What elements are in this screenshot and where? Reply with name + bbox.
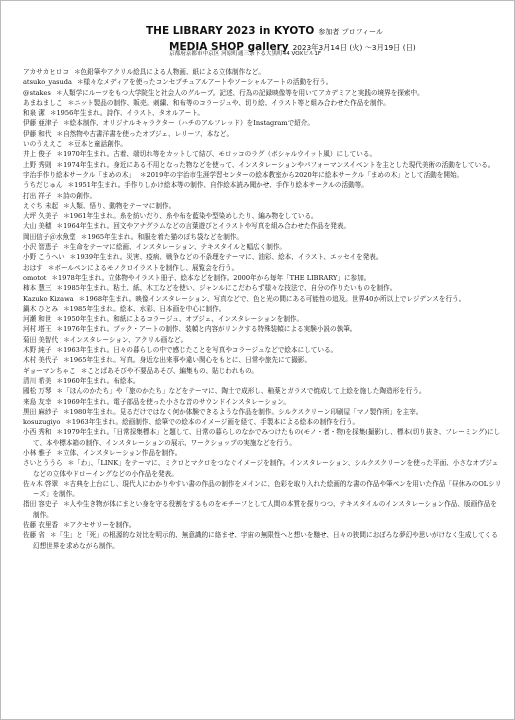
participant-description: ＊1963年生まれ。日々の暮らしの中で感じたことを写真やコラージュなどで絵本にしている。 bbox=[56, 346, 338, 355]
participant-description: ＊インスタレーション、アクリル画など。 bbox=[63, 335, 188, 344]
participant-entry bbox=[23, 324, 503, 334]
participant-entry bbox=[23, 397, 503, 407]
participant-description: ＊豆本と童話創作。 bbox=[67, 140, 127, 149]
participant-entry bbox=[23, 170, 503, 180]
participant-description: ＊ボールペンによるモノクロイラストを制作し、展覧会を行う。 bbox=[47, 263, 239, 272]
participant-entry bbox=[23, 263, 503, 273]
participant-name: atsuko_yasuda bbox=[23, 78, 72, 87]
participant-entry bbox=[23, 304, 503, 314]
participant-entry bbox=[23, 294, 503, 304]
participant-entry bbox=[23, 108, 503, 118]
participant-description: ＊絵本制作、オリジナルキャラクター（ハチのアルフレッド）をInstagramで紹介。 bbox=[63, 119, 314, 128]
participant-entry bbox=[23, 376, 503, 386]
participant-name: いのうええこ bbox=[23, 140, 63, 149]
participant-name: 指田 容史子 bbox=[23, 500, 59, 509]
participant-description: ＊1985年生まれ。粘土、紙、木工などを使い、ジャンルにこだわらず様々な技法で、自分の作りたいものを制作。 bbox=[56, 284, 397, 293]
venue-address: 京都府京都市中京区 河原町通三条下る大黒町44 VOXビル1F bbox=[169, 51, 322, 57]
participant-entry bbox=[23, 386, 503, 396]
participant-name: うちだじゅん bbox=[23, 181, 63, 190]
event-dates: 2023年3月14日 (火) ～3月19日 (日) bbox=[292, 43, 416, 52]
participant-description: ＊「ほんのかたち」や「旅のかたち」などをテーマに、陶土で成形し、釉薬とガラスで焼成して上絵を施した陶造形を行う。 bbox=[56, 387, 426, 396]
participant-name: 木野 純子 bbox=[23, 346, 52, 355]
participant-entry bbox=[23, 201, 503, 211]
participant-entry bbox=[23, 211, 503, 221]
participant-entry bbox=[23, 448, 503, 458]
participant-entry bbox=[23, 407, 503, 417]
participant-name: おはす bbox=[23, 263, 43, 272]
participant-description: ＊1978年生まれ。立体物やイラスト冊子、絵本などを制作。2000年から毎年「THE LIBRARY」に参加。 bbox=[51, 273, 371, 282]
participant-name: 河村 塔王 bbox=[23, 325, 52, 334]
participant-description: ＊1939年生まれ。災害、疫病、戦争などの不条理をテーマに、油彩、絵本、イラスト、エッセイを発表。 bbox=[69, 253, 383, 262]
participant-entry bbox=[23, 479, 503, 500]
participant-description: ＊1956年生まれ。詩作、イラスト、タオルアート。 bbox=[49, 109, 204, 118]
participant-entry bbox=[23, 129, 503, 139]
participant-description: ＊1985年生まれ。絵本、水彩、日本画を中心に制作。 bbox=[63, 304, 226, 313]
participant-name: 上野 秀則 bbox=[23, 160, 52, 169]
participant-entry bbox=[23, 345, 503, 355]
participant-entry bbox=[23, 191, 503, 201]
participant-name: @stakes bbox=[23, 88, 51, 97]
participant-entry bbox=[23, 67, 503, 77]
participant-description: ＊自然物や古書洋書を使ったオブジェ、レリーフ、本など。 bbox=[56, 129, 234, 138]
event-title: THE LIBRARY 2023 in KYOTO bbox=[146, 25, 315, 37]
participant-entry bbox=[23, 273, 503, 283]
participant-name: 井上 俊子 bbox=[23, 150, 52, 159]
participant-name: 鍋木 ひとみ bbox=[23, 304, 59, 313]
participant-entry bbox=[23, 242, 503, 252]
participant-name: アカサカヒロコ bbox=[23, 68, 69, 76]
participant-entry bbox=[23, 314, 503, 324]
participant-name: あまねましこ bbox=[23, 98, 63, 107]
participant-name: 伊藤 和代 bbox=[23, 129, 52, 138]
participant-description: ＊1968年生まれ。映像インスタレーション、写真などで、色と光の間にある可能性の追及。世界40か所以上でレジデンスを行う。 bbox=[78, 294, 466, 303]
participant-name: 佐藤 衣里香 bbox=[23, 521, 59, 530]
participant-description: ＊1979年生まれ。「日常採集標本」と題して、日常の暮らしのなかでみつけたもの(モノ・者・物)を採集(撮影)し、標本(切り抜き、フレーミング)にして、本や標本箱の制作、インスタレーションの展示、ワークショップの実施などを行う。 bbox=[33, 428, 501, 447]
participant-name: えぐち 未起 bbox=[23, 201, 59, 210]
participant-name: 大山 美穂 bbox=[23, 222, 52, 231]
participant-description: ＊1961年生まれ。糸を紡いだり、糸や布を藍染や型染めしたり、編み物をしている。 bbox=[63, 212, 318, 221]
participant-entry bbox=[23, 530, 503, 551]
participant-entry bbox=[23, 149, 503, 159]
participant-entry bbox=[23, 366, 503, 376]
participant-description: ＊1974年生まれ。身近にある不用となった物などを使って、インスタレーションやパフォーマンスイベントを主とした現代美術の活動をしている。 bbox=[56, 160, 495, 169]
participant-name: 伊藤 亜津子 bbox=[23, 119, 59, 128]
participant-name: 木村 美代子 bbox=[23, 356, 59, 365]
participant-entry bbox=[23, 160, 503, 170]
participant-name: 打出 祥子 bbox=[23, 191, 52, 200]
participant-entry bbox=[23, 118, 503, 128]
participant-description: ＊1976年生まれ。ブック・アートの制作、装幀と内容がリンクする特殊装幀による実験小説の執筆。 bbox=[56, 325, 357, 334]
participant-entry bbox=[23, 221, 503, 231]
participant-name: 柿本 慧三 bbox=[23, 284, 52, 293]
participant-name: 宇治手作り絵本サークル「まめの木」 bbox=[23, 170, 135, 179]
participant-entry bbox=[23, 520, 503, 530]
participant-name: 来島 友幸 bbox=[23, 397, 52, 406]
participant-description: ＊1950年生まれ。和紙によるコラージュ、オブジェ、インスタレーションを制作。 bbox=[56, 315, 304, 324]
participant-name: さいとううら bbox=[23, 459, 63, 468]
participant-name: 佐藤 省 bbox=[23, 531, 45, 540]
participant-description: ＊アクセサリーを制作。 bbox=[63, 521, 136, 530]
participant-name: 河瀬 和世 bbox=[23, 315, 52, 324]
participant-name: 大坪 久美子 bbox=[23, 212, 59, 221]
participant-name: 清川 希美 bbox=[23, 376, 52, 385]
participant-description: ＊色鉛筆やアクリル絵具による人物画、紙による立体制作など。 bbox=[73, 68, 265, 76]
participant-entry bbox=[23, 458, 503, 479]
participant-description: ＊人類、悟り、動物をテーマに制作。 bbox=[63, 201, 176, 210]
participant-entry bbox=[23, 427, 503, 448]
participant-description: ＊詩の創作。 bbox=[56, 191, 97, 200]
participant-name: kosuzugiyo bbox=[23, 418, 61, 427]
participant-description: ＊「生」と「死」の根源的な対比を明示的、無意識的に絡ませ、宇宙の無限性へと想いを馳せ、日々の狭間におぼろな夢幻や思いがけなく生成してくる幻想世界を求めながら制作。 bbox=[33, 531, 498, 550]
participant-name: 國松 万琴 bbox=[23, 387, 52, 396]
participant-description: ＊様々なメディアを使ったコンセプチュアルアートやソーシャルアートの活動を行う。 bbox=[76, 78, 333, 87]
participant-description: ＊2019年の宇治市生涯学習センターの絵本教室から2020年に絵本サークル「まめの木」として活動を開始。 bbox=[139, 170, 464, 179]
participant-description: ＊1965年生まれ。和服を着た猫のぽち袋などを制作。 bbox=[80, 232, 243, 241]
participant-description: ＊生命をテーマに絵画、インスタレーション、テキスタイルと幅広く制作。 bbox=[63, 243, 287, 252]
participant-description: ＊古典を上台にし、現代人にわかりやすい書の作品の制作をメインに、色彩を取り入れた絵画的な書の作品や筆ペンを用いた作品「昼休みのOLシリーズ」を制作。 bbox=[33, 479, 502, 499]
participant-name: 菊田 美智代 bbox=[23, 335, 59, 344]
participant-description: ＊1965年生まれ。写真。身近な出来事や違い関心をもとに、日常や旅先にて撮影。 bbox=[63, 356, 312, 365]
participant-entry bbox=[23, 499, 503, 520]
participant-description: ＊1963年生まれ。絵画制作、絵筆での絵本のイメージ画を経て、手製本による絵本の制作を行う。 bbox=[65, 418, 360, 427]
participant-description: ＊1951年生まれ。手作りしかけ絵本等の制作、自作絵本読み聞かせ、手作り絵本サークルの活動等。 bbox=[67, 181, 368, 190]
participant-entry bbox=[23, 335, 503, 345]
participant-name: omotot bbox=[23, 273, 47, 282]
event-subtitle: 参加者 プロフィール bbox=[318, 28, 383, 36]
participant-description: ＊立体、インスタレーション作品を制作。 bbox=[56, 448, 182, 457]
participant-description: ＊「わ」、「LINK」をテーマに、ミクロとマクロをつなぐイメージを制作。インスタレーション、シルクスクリーンを使った平面、小さなオブジェなどの立体やドローイングなどの小作品を発表。 bbox=[33, 459, 499, 478]
participant-description: ＊ことばあそびや不要品あそび、編集もの、貼じわれもの。 bbox=[80, 366, 258, 375]
participant-name: ギョーマンちゃこ bbox=[23, 366, 76, 375]
participant-list bbox=[23, 67, 503, 551]
participant-entry bbox=[23, 139, 503, 149]
participant-entry bbox=[23, 77, 503, 87]
participant-entry bbox=[23, 283, 503, 293]
participant-name: 小野 こうへい bbox=[23, 253, 65, 262]
participant-name: 岡田信子＠水魚堂 bbox=[23, 232, 76, 241]
participant-name: 黒田 麻紗子 bbox=[23, 407, 59, 416]
participant-entry bbox=[23, 355, 503, 365]
participant-name: Kazuko Kizawa bbox=[23, 294, 74, 303]
participant-name: 小西 秀和 bbox=[23, 428, 52, 437]
participant-description: ＊人や生き物が体にまとい身を守る役割をするものをモチーフとして人間の本質を探りつつ、テキスタイルのインスタレーション作品、版画作品を制作。 bbox=[33, 500, 497, 519]
participant-name: 小沢 智恵子 bbox=[23, 243, 59, 252]
participant-description: ＊1969年生まれ。電子部品を使った小さな音のサウンドインスタレーション。 bbox=[56, 397, 290, 406]
participant-entry bbox=[23, 252, 503, 262]
participant-entry bbox=[23, 180, 503, 190]
venue-name: MEDIA SHOP gallery bbox=[169, 41, 289, 53]
participant-entry bbox=[23, 98, 503, 108]
participant-name: 佐々木 啓翠 bbox=[23, 479, 59, 488]
participant-description: ＊ニット製品の制作、販売。刺繍、和布等のコラージュや、切り絵、イラスト等と組み合わせた作品を制作。 bbox=[67, 98, 390, 107]
participant-entry bbox=[23, 417, 503, 427]
participant-description: ＊1964年生まれ。回文やアナグラムなどの言葉遊びとイラストや写真を組み合わせた作品を発表。 bbox=[56, 222, 351, 231]
participant-description: ＊1970年生まれ。古着、端切れ等をカットして結び、モロッコのラグ（ボシャルウイット風）にしている。 bbox=[56, 150, 377, 159]
participant-description: ＊1960年生まれ。布絵本。 bbox=[56, 376, 140, 385]
participant-name: 小林 雅子 bbox=[23, 448, 52, 457]
participant-entry bbox=[23, 88, 503, 98]
participant-name: 和泉 潔 bbox=[23, 109, 45, 118]
participant-description: ＊人類学にルーツをもつ大学院生と社会人のグループ。記述、行為の記録映像等を用いてアカデミアと実践の境界を探索中。 bbox=[55, 88, 424, 97]
participant-description: ＊1980年生まれ。見るだけではなく何か体験できるような作品を制作。シルクスクリーン印刷屋「マノ製作所」を主宰。 bbox=[63, 407, 423, 416]
participant-entry bbox=[23, 232, 503, 242]
